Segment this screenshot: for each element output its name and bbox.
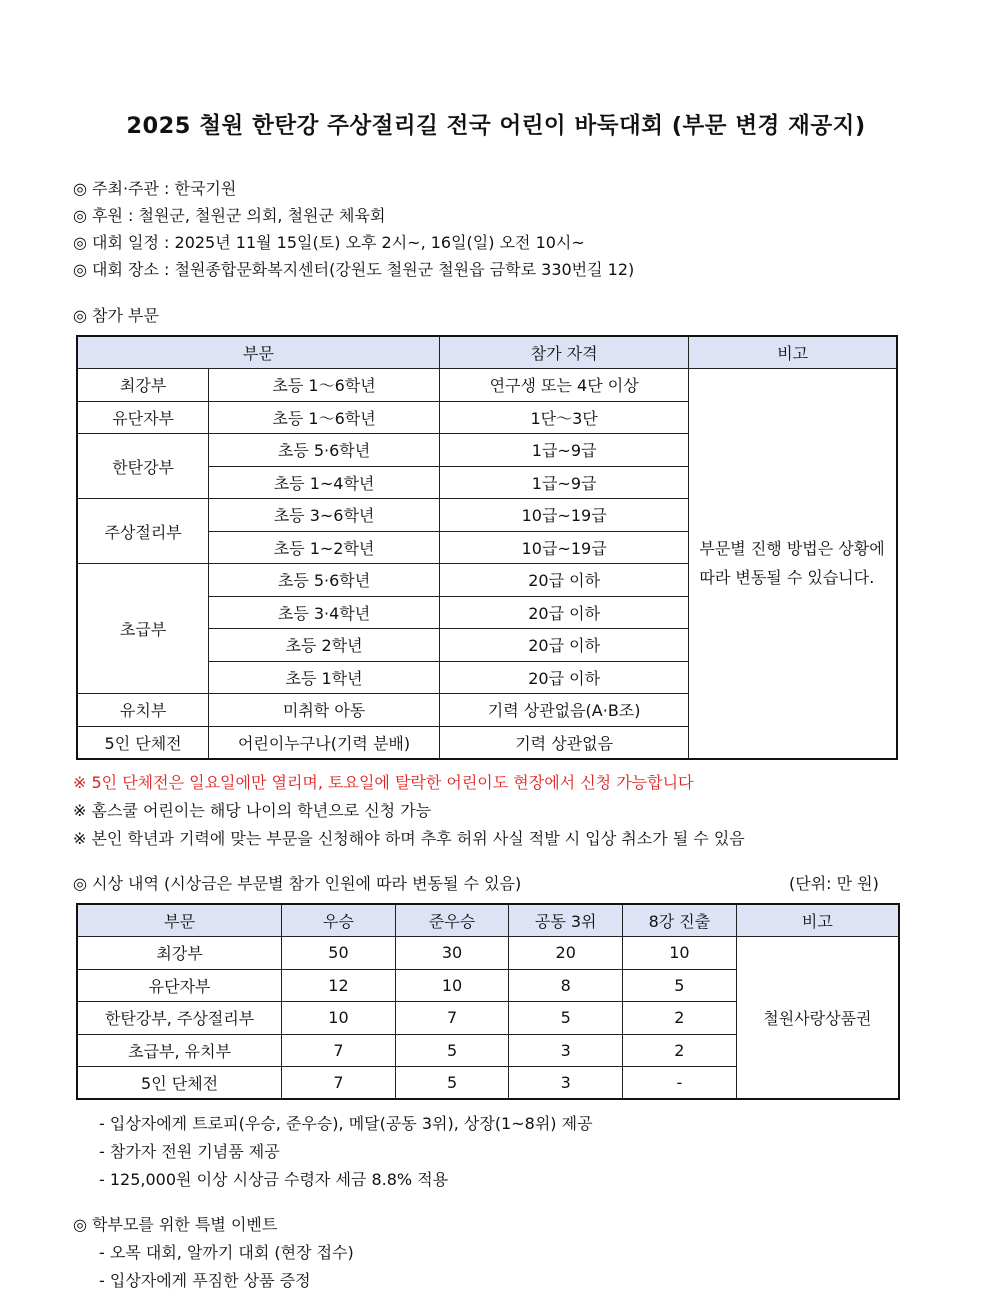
event-note-games: - 오목 대회, 알까기 대회 (현장 접수): [99, 1243, 354, 1262]
grade-cell: 초등 3~6학년: [209, 499, 440, 532]
qualification-cell: 20급 이하: [439, 596, 688, 629]
table-header-row: [77, 336, 897, 369]
qualification-cell: 20급 이하: [439, 564, 688, 597]
section-divisions-heading: ◎ 참가 부문: [73, 306, 159, 325]
qualification-cell: 1급~9급: [439, 434, 688, 467]
division-cell: 유단자부: [77, 401, 209, 434]
winner-cell: 50: [282, 937, 396, 970]
grade-cell: 미취학 아동: [209, 694, 440, 727]
qualification-cell: 20급 이하: [439, 629, 688, 662]
venue-info: ◎ 대회 장소 : 철원종합문화복지센터(강원도 철원군 철원읍 금학로 330번길 12): [73, 260, 635, 279]
homeschool-notice: ※ 홈스쿨 어린이는 해당 나이의 학년으로 신청 가능: [73, 801, 432, 820]
header-division: 부문: [77, 904, 282, 937]
host-info: ◎ 주최·주관 : 한국기원: [73, 179, 237, 198]
division-cell: 한탄강부: [77, 434, 209, 499]
runner-up-cell: 5: [395, 1034, 509, 1067]
prize-note-tax: - 125,000원 이상 시상금 수령자 세금 8.8% 적용: [99, 1170, 449, 1189]
grade-cell: 초등 2학년: [209, 629, 440, 662]
page-title: 2025 철원 한탄강 주상절리길 전국 어린이 바둑대회 (부문 변경 재공지): [126, 113, 866, 139]
division-cell: 최강부: [77, 937, 282, 970]
winner-cell: 10: [282, 1002, 396, 1035]
division-cell: 최강부: [77, 369, 209, 402]
event-note-prizes: - 입상자에게 푸짐한 상품 증정: [99, 1271, 311, 1290]
schedule-info: ◎ 대회 일정 : 2025년 11월 15일(토) 오후 2시~, 16일(일) 오전 10시~: [73, 233, 585, 252]
division-cell: 초급부, 유치부: [77, 1034, 282, 1067]
grade-cell: 초등 1학년: [209, 661, 440, 694]
qualification-cell: 10급~19급: [439, 499, 688, 532]
division-note-cell: 부문별 진행 방법은 상황에 따라 변동될 수 있습니다.: [689, 369, 897, 759]
team-event-notice: ※ 5인 단체전은 일요일에만 열리며, 토요일에 탈락한 어린이도 현장에서 신청 가능합니다: [73, 773, 694, 792]
winner-cell: 7: [282, 1067, 396, 1100]
division-cell: 유단자부: [77, 969, 282, 1002]
header-qualification: 참가 자격: [439, 336, 688, 369]
third-cell: 5: [509, 1002, 623, 1035]
header-division: 부문: [77, 336, 439, 369]
winner-cell: 7: [282, 1034, 396, 1067]
division-cell: 유치부: [77, 694, 209, 727]
third-cell: 3: [509, 1067, 623, 1100]
runner-up-cell: 5: [395, 1067, 509, 1100]
table-row: [77, 369, 897, 402]
quarterfinal-cell: 5: [623, 969, 737, 1002]
quarterfinal-cell: 2: [623, 1002, 737, 1035]
grade-cell: 어린이누구나(기력 분배): [209, 726, 440, 759]
division-cell: 5인 단체전: [77, 726, 209, 759]
grade-cell: 초등 1～6학년: [209, 369, 440, 402]
grade-cell: 초등 5·6학년: [209, 434, 440, 467]
quarterfinal-cell: 10: [623, 937, 737, 970]
grade-cell: 초등 1～6학년: [209, 401, 440, 434]
grade-cell: 초등 5·6학년: [209, 564, 440, 597]
qualification-cell: 기력 상관없음: [439, 726, 688, 759]
third-cell: 3: [509, 1034, 623, 1067]
qualification-cell: 1급~9급: [439, 466, 688, 499]
header-third: 공동 3위: [509, 904, 623, 937]
table-header-row: [77, 904, 899, 937]
prize-note-trophy: - 입상자에게 트로피(우승, 준우승), 메달(공동 3위), 상장(1~8위) 제공: [99, 1114, 593, 1133]
division-table: [76, 335, 898, 760]
winner-cell: 12: [282, 969, 396, 1002]
runner-up-cell: 30: [395, 937, 509, 970]
prize-note-cell: 철원사랑상품권: [736, 937, 899, 1100]
prize-unit-label: (단위: 만 원): [789, 874, 879, 893]
qualification-cell: 1단～3단: [439, 401, 688, 434]
sponsor-info: ◎ 후원 : 철원군, 철원군 의회, 철원군 체육회: [73, 206, 386, 225]
eligibility-notice: ※ 본인 학년과 기력에 맞는 부문을 신청해야 하며 추후 허위 사실 적발 시 입상 취소가 될 수 있음: [73, 829, 745, 848]
third-cell: 20: [509, 937, 623, 970]
grade-cell: 초등 1~2학년: [209, 531, 440, 564]
quarterfinal-cell: 2: [623, 1034, 737, 1067]
division-cell: 5인 단체전: [77, 1067, 282, 1100]
table-row: [77, 937, 899, 970]
qualification-cell: 기력 상관없음(A·B조): [439, 694, 688, 727]
runner-up-cell: 7: [395, 1002, 509, 1035]
grade-cell: 초등 1~4학년: [209, 466, 440, 499]
section-prizes-heading: ◎ 시상 내역 (시상금은 부문별 참가 인원에 따라 변동될 수 있음): [73, 874, 522, 893]
header-quarterfinal: 8강 진출: [623, 904, 737, 937]
header-runner-up: 준우승: [395, 904, 509, 937]
runner-up-cell: 10: [395, 969, 509, 1002]
prize-note-souvenir: - 참가자 전원 기념품 제공: [99, 1142, 280, 1161]
qualification-cell: 연구생 또는 4단 이상: [439, 369, 688, 402]
division-cell: 주상절리부: [77, 499, 209, 564]
qualification-cell: 10급~19급: [439, 531, 688, 564]
quarterfinal-cell: -: [623, 1067, 737, 1100]
header-note: 비고: [689, 336, 897, 369]
qualification-cell: 20급 이하: [439, 661, 688, 694]
header-note: 비고: [736, 904, 899, 937]
section-events-heading: ◎ 학부모를 위한 특별 이벤트: [73, 1215, 278, 1234]
division-cell: 초급부: [77, 564, 209, 694]
header-winner: 우승: [282, 904, 396, 937]
prize-table: [76, 903, 900, 1100]
division-cell: 한탄강부, 주상절리부: [77, 1002, 282, 1035]
grade-cell: 초등 3·4학년: [209, 596, 440, 629]
third-cell: 8: [509, 969, 623, 1002]
